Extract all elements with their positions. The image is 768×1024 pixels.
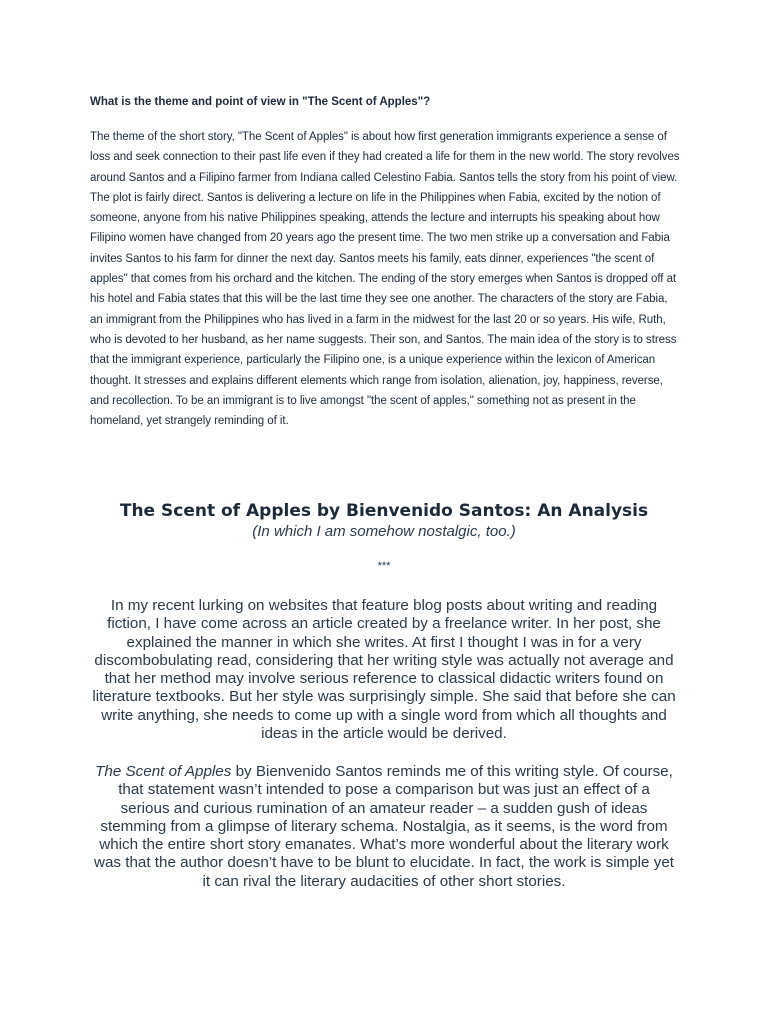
analysis-paragraph-1: In my recent lurking on websites that feature blog posts about writing and reading fiction, I have come across an article created by a freelance writer. In her post, she explained the manner in which she writes. At first I thought I was in for a very discombobulating read, considering that her writing style was actually not average and that her method may involve serious reference to classical didactic writers found on literature textbooks. But her style was surprisingly simple. She said that before she can write anything, she needs to come up with a single word from which all thoughts and ideas in the article would be derived. bbox=[92, 597, 676, 743]
story-title-italic: The Scent of Apples bbox=[95, 763, 232, 780]
analysis-title: The Scent of Apples by Bienvenido Santos: An Analysis bbox=[119, 501, 649, 521]
section-separator: *** bbox=[377, 560, 391, 572]
analysis-paragraph-2 bbox=[92, 763, 676, 891]
question-answer-paragraph: The theme of the short story, "The Scent of Apples" is about how first generation immigrants experience a sense of loss and seek connection to their past life even if they had created a life for them in the new world. The story revolves around Santos and a Filipino farmer from Indiana called Celestino Fabia. Santos tells the story from his point of view. The plot is fairly direct. Santos is delivering a lecture on life in the Philippines when Fabia, excited by the notion of someone, anyone from his native Philippines speaking, attends the lecture and interrupts his speaking about how Filipino women have changed from 20 years ago the present time. The two men strike up a conversation and Fabia invites Santos to his farm for dinner the next day. Santos meets his family, eats dinner, experiences "the scent of apples" that comes from his orchard and the kitchen. The ending of the story emerges when Santos is dropped off at his hotel and Fabia states that this will be the last time they see one another. The characters of the story are Fabia, an immigrant from the Philippines who has lived in a farm in the midwest for the last 20 or so years. His wife, Ruth, who is devoted to her husband, as her name suggests. Their son, and Santos. The main idea of the story is to stress that the immigrant experience, particularly the Filipino one, is a unique experience within the lexicon of American thought. It stresses and explains different elements which range from isolation, alienation, joy, happiness, reverse, and recollection. To be an immigrant is to live amongst "the scent of apples," something not as present in the homeland, yet strangely reminding of it. bbox=[90, 131, 680, 428]
analysis-subtitle: (In which I am somehow nostalgic, too.) bbox=[252, 523, 516, 540]
question-heading: What is the theme and point of view in "The Scent of Apples"? bbox=[90, 96, 431, 108]
analysis-paragraph-2-text: by Bienvenido Santos reminds me of this writing style. Of course, that statement wasn’t intended to pose a comparison but was just an effect of a serious and curious rumination of an amateur reader – a sudden gush of ideas stemming from a glimpse of literary schema. Nostalgia, as it seems, is the word from which the entire short story emanates. What’s more wonderful about the literary work was that the author doesn’t have to be blunt to elucidate. In fact, the work is simple yet it can rival the literary audacities of other short stories. bbox=[94, 763, 674, 890]
